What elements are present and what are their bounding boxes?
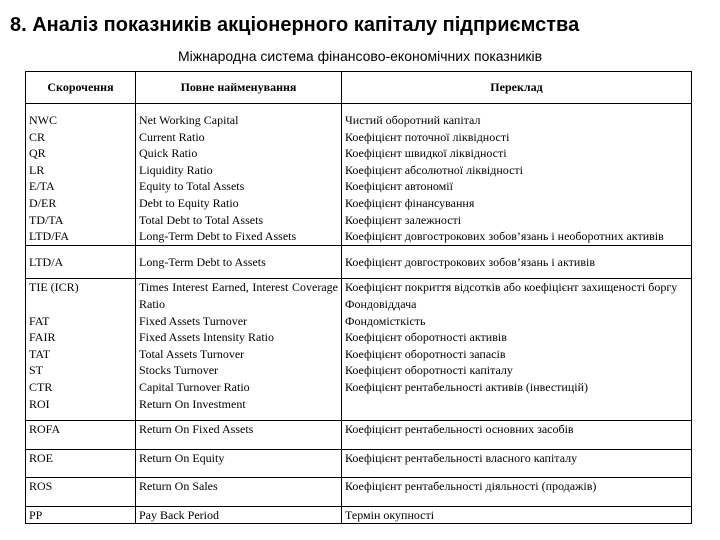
full-lr: Liquidity Ratio	[139, 162, 213, 177]
header-full-name: Повне найменування	[136, 72, 342, 104]
table-row	[26, 421, 692, 450]
translation-cell	[342, 279, 692, 421]
full-name-cell	[136, 104, 342, 246]
trans-nwc: Чистий оборотний капітал	[345, 113, 481, 127]
trans-ros: Коефіцієнт рентабельності діяльності (продажів)	[345, 479, 597, 494]
abbr-der: D/ER	[29, 195, 57, 210]
abbr-roi: ROI	[29, 396, 50, 411]
abbr-nwc: NWC	[29, 113, 57, 127]
abbr-cell	[26, 245, 136, 279]
table-row	[26, 506, 692, 524]
full-name-cell	[136, 449, 342, 478]
trans-tat: Коефіцієнт оборотності активів	[345, 330, 507, 345]
abbr-cell	[26, 449, 136, 478]
abbr-cell	[26, 506, 136, 524]
full-fat: Fixed Assets Turnover	[139, 313, 248, 328]
full-fair: Fixed Assets Intensity Ratio	[139, 330, 274, 345]
header-abbreviation: Скорочення	[26, 72, 136, 104]
abbr-cr: CR	[29, 129, 46, 144]
abbr-ltda: LTD/A	[29, 254, 64, 269]
trans-eta: Коефіцієнт автономії	[345, 179, 453, 194]
trans-fat: Фондовіддача	[345, 296, 417, 311]
translation-cell	[342, 506, 692, 524]
abbr-pp: PP	[29, 507, 43, 522]
abbr-fat: FAT	[29, 313, 50, 328]
full-der: Debt to Equity Ratio	[139, 195, 239, 210]
abbr-st: ST	[29, 363, 44, 378]
full-roi: Return On Investment	[139, 396, 246, 411]
full-rofa: Return On Fixed Assets	[139, 422, 254, 437]
abbr-cell	[26, 104, 136, 246]
trans-pp: Термін окупності	[345, 507, 435, 522]
table-row	[26, 104, 692, 246]
abbr-rofa: ROFA	[29, 422, 61, 437]
abbr-roe: ROE	[29, 450, 53, 465]
abbr-cell	[26, 421, 136, 450]
slide-title: 8. Аналіз показників акціонерного капіталу підприємства	[10, 14, 580, 36]
full-qr: Quick Ratio	[139, 146, 198, 161]
full-tdta: Total Debt to Total Assets	[139, 212, 264, 227]
abbr-ltdfa: LTD/FA	[29, 229, 70, 244]
abbr-tdta: TD/TA	[29, 212, 64, 227]
trans-cr: Коефіцієнт поточної ліквідності	[345, 129, 510, 144]
full-pp: Pay Back Period	[139, 507, 219, 522]
trans-lr: Коефіцієнт абсолютної ліквідності	[345, 162, 523, 177]
abbr-cell	[26, 279, 136, 421]
abbr-fair: FAIR	[29, 330, 56, 345]
trans-rofa: Коефіцієнт рентабельності основних засобів	[345, 422, 574, 437]
abbr-ros: ROS	[29, 479, 53, 494]
translation-cell	[342, 478, 692, 507]
trans-ltda: Коефіцієнт довгострокових зобов’язань і активів	[345, 254, 596, 269]
table-row	[26, 449, 692, 478]
full-name-cell	[136, 279, 342, 421]
table-row	[26, 279, 692, 421]
trans-st: Коефіцієнт оборотності запасів	[345, 346, 506, 361]
full-tie: Times Interest Earned, Interest Coverage Ratio	[139, 280, 338, 311]
trans-roi: Коефіцієнт рентабельності активів (інвестицій)	[345, 379, 588, 394]
slide-subtitle: Міжнародна система фінансово-економічних показників	[177, 48, 543, 64]
trans-roe: Коефіцієнт рентабельності власного капіталу	[345, 450, 578, 465]
full-eta: Equity to Total Assets	[139, 179, 245, 194]
abbr-ctr: CTR	[29, 379, 53, 394]
full-ltda: Long-Term Debt to Assets	[139, 254, 266, 269]
trans-tdta: Коефіцієнт залежності	[345, 212, 462, 227]
full-ltdfa: Long-Term Debt to Fixed Assets	[139, 229, 297, 244]
full-name-cell	[136, 478, 342, 507]
header-translation: Переклад	[342, 72, 692, 104]
trans-ctr: Коефіцієнт оборотності капіталу	[345, 363, 513, 378]
abbr-tat: TAT	[29, 346, 51, 361]
full-tat: Total Assets Turnover	[139, 346, 245, 361]
trans-ltdfa: Коефіцієнт довгострокових зобов’язань і необоротних активів	[345, 229, 664, 244]
abbr-eta: E/TA	[29, 179, 55, 194]
full-roe: Return On Equity	[139, 450, 225, 465]
translation-cell	[342, 449, 692, 478]
translation-cell	[342, 421, 692, 450]
full-st: Stocks Turnover	[139, 363, 219, 378]
trans-fair: Фондомісткість	[345, 313, 426, 328]
full-ctr: Capital Turnover Ratio	[139, 379, 250, 394]
full-nwc: Net Working Capital	[139, 113, 239, 127]
translation-cell	[342, 104, 692, 246]
table-row	[26, 245, 692, 279]
full-ros: Return On Sales	[139, 479, 218, 494]
full-name-cell	[136, 421, 342, 450]
indicators-table	[25, 71, 692, 524]
full-name-cell	[136, 506, 342, 524]
full-cr: Current Ratio	[139, 129, 205, 144]
abbr-qr: QR	[29, 146, 46, 161]
table-header-row	[26, 72, 692, 104]
abbr-cell	[26, 478, 136, 507]
abbr-lr: LR	[29, 162, 45, 177]
table-row	[26, 478, 692, 507]
translation-cell	[342, 245, 692, 279]
trans-qr: Коефіцієнт швидкої ліквідності	[345, 146, 507, 161]
full-name-cell	[136, 245, 342, 279]
trans-tie: Коефіцієнт покриття відсотків або коефіцієнт захищеності боргу	[345, 280, 678, 295]
abbr-tie: TIE (ICR)	[29, 280, 79, 295]
trans-der: Коефіцієнт фінансування	[345, 195, 475, 210]
